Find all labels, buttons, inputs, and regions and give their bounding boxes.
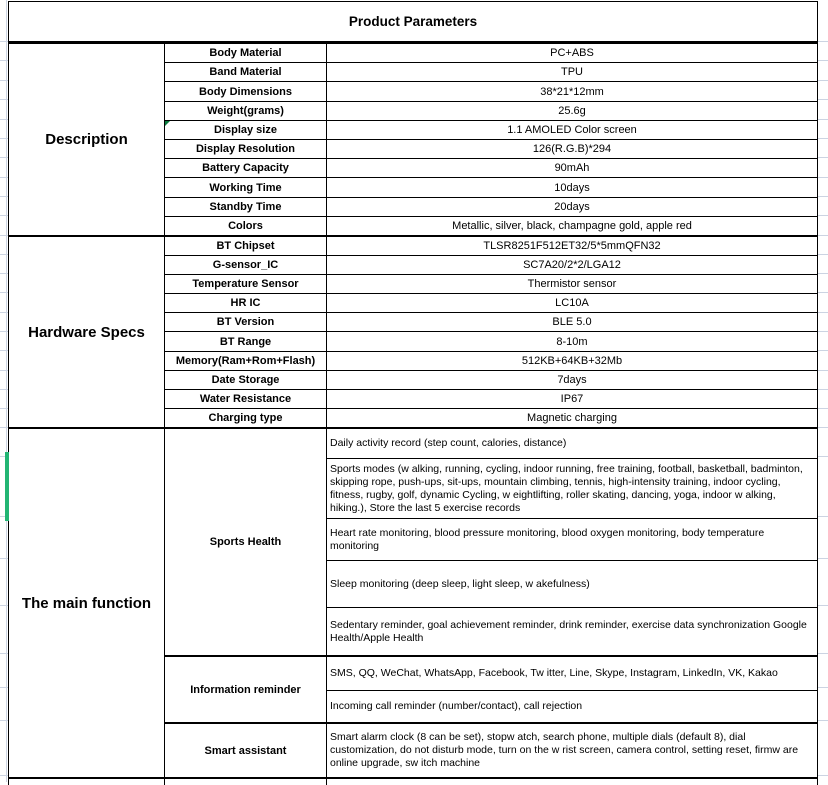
spec-value-cell[interactable]: 25.6g xyxy=(558,104,586,117)
table-row xyxy=(165,331,817,350)
feature-cell[interactable]: Smart alarm clock (8 can be set), stopw atch, search phone, multiple dials (default 8), dial customization, do not disturb mode, turn on the w rist screen, camera control, setting reset, firmw are online upgrade, sw itch machine xyxy=(330,731,799,769)
section-label-hardware-specs[interactable]: Hardware Specs xyxy=(9,237,165,427)
table-row xyxy=(165,44,817,62)
table-row xyxy=(165,139,817,158)
table-row xyxy=(165,408,817,427)
table-row xyxy=(165,158,817,177)
spec-label-cell[interactable]: G-sensor_IC xyxy=(165,256,327,274)
spec-value-cell[interactable]: 126(R.G.B)*294 xyxy=(532,143,612,156)
group-label-cell[interactable]: Information reminder xyxy=(165,657,327,722)
spec-value-cell[interactable]: Thermistor sensor xyxy=(527,278,617,291)
section-label-description[interactable]: Description xyxy=(9,44,165,235)
group-items xyxy=(327,429,817,655)
next-row-cell xyxy=(165,779,327,785)
sheet-gridline-vertical xyxy=(6,0,7,782)
group-smart-assistant xyxy=(165,722,817,777)
table-row xyxy=(165,120,817,139)
spec-label-cell[interactable]: Display Resolution xyxy=(165,140,327,158)
spec-value-cell[interactable]: 1.1 AMOLED Color screen xyxy=(507,123,637,136)
spec-value-cell[interactable]: IP67 xyxy=(560,392,584,405)
spec-label-cell[interactable]: Water Resistance xyxy=(165,390,327,408)
spec-label-cell[interactable]: BT Version xyxy=(165,313,327,331)
spec-label-cell[interactable]: Date Storage xyxy=(165,371,327,389)
table-row xyxy=(165,81,817,100)
spec-value-cell[interactable]: LC10A xyxy=(555,297,589,310)
spec-label-cell[interactable]: Charging type xyxy=(165,409,327,427)
group-label-cell[interactable]: Sports Health xyxy=(165,429,327,655)
feature-cell[interactable]: Heart rate monitoring, blood pressure monitoring, blood oxygen monitoring, body temperature monitoring xyxy=(327,518,817,560)
spec-label-cell[interactable]: Body Dimensions xyxy=(165,82,327,100)
spec-label-cell[interactable]: Colors xyxy=(165,217,327,235)
spec-value-cell[interactable]: 512KB+64KB+32Mb xyxy=(521,354,623,367)
spec-label-cell[interactable] xyxy=(165,121,327,139)
table-row xyxy=(165,255,817,274)
spec-label-cell[interactable]: BT Chipset xyxy=(165,237,327,255)
table-row xyxy=(165,216,817,235)
spec-value-cell[interactable]: TLSR8251F512ET32/5*5mmQFN32 xyxy=(483,240,661,253)
table-row xyxy=(165,62,817,81)
table-row xyxy=(165,312,817,331)
spec-label-cell[interactable]: Body Material xyxy=(165,44,327,62)
spec-value-cell[interactable]: BLE 5.0 xyxy=(552,316,592,329)
spec-label-cell[interactable]: Battery Capacity xyxy=(165,159,327,177)
feature-cell[interactable]: Sedentary reminder, goal achievement reminder, drink reminder, exercise data synchronization Google Health/Apple Health xyxy=(327,607,817,655)
feature-cell[interactable]: Sleep monitoring (deep sleep, light sleep, w akefulness) xyxy=(327,560,817,607)
table-row xyxy=(165,389,817,408)
row-selection-bar xyxy=(5,452,9,521)
group-information-reminder xyxy=(165,655,817,722)
table-title: Product Parameters xyxy=(9,1,817,44)
spec-label-cell[interactable]: Band Material xyxy=(165,63,327,81)
group-sports-health xyxy=(165,429,817,655)
hardware-rows xyxy=(165,237,817,427)
spec-label-text: Display size xyxy=(214,123,277,136)
spec-label-cell[interactable]: Working Time xyxy=(165,178,327,196)
section-main-function xyxy=(9,429,817,779)
spec-value-cell[interactable]: 20days xyxy=(554,200,590,213)
section-description xyxy=(9,44,817,237)
feature-cell[interactable]: Daily activity record (step count, calories, distance) xyxy=(330,437,567,449)
table-row xyxy=(165,370,817,389)
spec-value-cell[interactable]: 7days xyxy=(557,373,587,386)
table-row xyxy=(165,237,817,255)
main-function-groups xyxy=(165,429,817,777)
feature-cell[interactable]: SMS, QQ, WeChat, WhatsApp, Facebook, Tw itter, Line, Skype, Instagram, LinkedIn, VK, Kakao xyxy=(330,667,778,679)
section-label-main-function[interactable]: The main function xyxy=(9,429,165,777)
feature-cell[interactable]: Sports modes (w alking, running, cycling, indoor running, free training, football, basketball, badminton, skipping rope, push-ups, sit-ups, mountain climbing, tennis, high-intensity training, indoor cycling, fitness, rugby, golf, dynamic Cycling, w eightlifting, roller skating, dancing, yoga, indoor w alking, hiking.), Store the last 5 exercise records xyxy=(327,458,817,518)
next-row-partial xyxy=(9,779,817,785)
spec-value-cell[interactable]: 10days xyxy=(554,181,590,194)
spec-label-cell[interactable]: Memory(Ram+Rom+Flash) xyxy=(165,352,327,370)
description-rows xyxy=(165,44,817,235)
feature-cell[interactable]: Incoming call reminder (number/contact), call rejection xyxy=(327,690,817,722)
spec-label-cell[interactable]: HR IC xyxy=(165,294,327,312)
spec-label-cell[interactable]: Temperature Sensor xyxy=(165,275,327,293)
group-items xyxy=(327,724,817,777)
spec-value-cell[interactable]: 38*21*12mm xyxy=(540,85,604,98)
spec-value-cell[interactable]: 90mAh xyxy=(554,162,590,175)
group-label-cell[interactable]: Smart assistant xyxy=(165,724,327,777)
table-row xyxy=(165,351,817,370)
spec-value-cell[interactable]: 8-10m xyxy=(556,335,588,348)
spec-value-cell[interactable]: SC7A20/2*2/LGA12 xyxy=(523,259,621,272)
spec-value-cell[interactable]: Metallic, silver, black, champagne gold, apple red xyxy=(452,219,692,232)
spec-value-cell[interactable]: PC+ABS xyxy=(550,47,594,60)
spec-value-cell[interactable]: TPU xyxy=(561,66,583,79)
cell-note-marker-icon xyxy=(165,121,170,126)
group-items xyxy=(327,657,817,722)
table-row xyxy=(165,274,817,293)
spec-label-cell[interactable]: Weight(grams) xyxy=(165,102,327,120)
section-hardware-specs xyxy=(9,237,817,429)
table-row xyxy=(165,177,817,196)
table-row xyxy=(165,197,817,216)
spreadsheet-table xyxy=(8,1,818,785)
spec-value-cell[interactable]: Magnetic charging xyxy=(527,411,617,424)
table-row xyxy=(165,293,817,312)
spec-label-cell[interactable]: Standby Time xyxy=(165,198,327,216)
table-row xyxy=(165,101,817,120)
spec-label-cell[interactable]: BT Range xyxy=(165,332,327,350)
next-row-cell xyxy=(9,779,165,785)
